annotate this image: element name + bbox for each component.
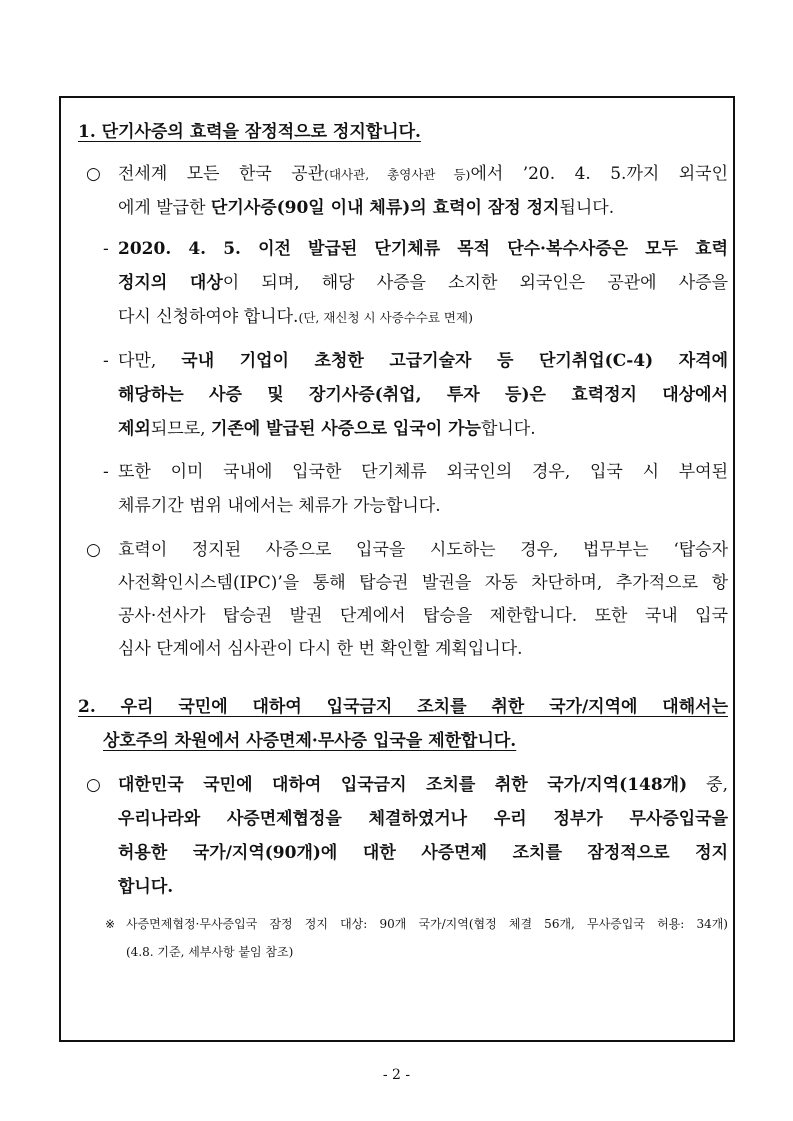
sub-3-line-1: 또한 이미 국내에 입국한 단기체류 외국인의 경우, 입국 시 부여된 <box>118 462 728 482</box>
sub-1-line-2: 정지의 대상이 되며, 해당 사증을 소지한 외국인은 공관에 사증을 <box>118 273 728 293</box>
section-2-bullet-line-4: 합니다. <box>118 877 174 897</box>
sub-1-line-3: 다시 신청하여야 합니다.(단, 재신청 시 사증수수료 면제) <box>118 307 473 327</box>
sub-1-line-1: 2020. 4. 5. 이전 발급된 단기체류 목적 단수·복수사증은 모두 효력 <box>118 239 728 259</box>
bullet-1-line-1: 전세계 모든 한국 공관(대사관, 총영사관 등)에서 ’20. 4. 5.까지 외국인 <box>118 164 728 184</box>
sub-marker: - <box>103 462 109 482</box>
section-2-bullet-line-3: 허용한 국가/지역(90개)에 대한 사증면제 조치를 잠정적으로 정지 <box>118 843 728 863</box>
bullet-2-line-3: 공사·선사가 탑승권 발권 단계에서 탑승을 제한합니다. 또한 국내 입국 <box>118 606 728 626</box>
bullet-2-line-1: 효력이 정지된 사증으로 입국을 시도하는 경우, 법무부는 ‘탑승자 <box>118 540 728 560</box>
section-2-bullet-line-2: 우리나라와 사증면제협정을 체결하였거나 우리 정부가 무사증입국을 <box>118 809 728 829</box>
note-line-2: (4.8. 기준, 세부사항 붙임 참조) <box>126 945 294 959</box>
bullet-marker: ○ <box>86 540 101 560</box>
section-1-title: 1. 단기사증의 효력을 잠정적으로 정지합니다. <box>78 122 421 142</box>
section-2-bullet-line-1: 대한민국 국민에 대하여 입국금지 조치를 취한 국가/지역(148개) 중, <box>118 775 729 795</box>
sub-2-line-3: 제외되므로, 기존에 발급된 사증으로 입국이 가능합니다. <box>118 419 536 439</box>
sub-3-line-2: 체류기간 범위 내에서는 체류가 가능합니다. <box>118 496 441 516</box>
page-number: - 2 - <box>382 1067 411 1083</box>
bullet-marker: ○ <box>86 775 101 795</box>
sub-marker: - <box>103 239 109 259</box>
bullet-2-line-4: 심사 단계에서 심사관이 다시 한 번 확인할 계획입니다. <box>118 639 523 659</box>
sub-2-line-2: 해당하는 사증 및 장기사증(취업, 투자 등)은 효력정지 대상에서 <box>118 385 728 405</box>
bullet-2-line-2: 사전확인시스템(IPC)’을 통해 탑승권 발권을 자동 차단하며, 추가적으로 항 <box>118 573 728 593</box>
bullet-marker: ○ <box>86 164 101 184</box>
section-2-title-line-2: 상호주의 차원에서 사증면제·무사증 입국을 제한합니다. <box>103 731 517 751</box>
section-2-title-line-1: 2. 우리 국민에 대하여 입국금지 조치를 취한 국가/지역에 대해서는 <box>78 697 728 717</box>
bullet-1-line-2: 에게 발급한 단기사증(90일 이내 체류)의 효력이 잠정 정지됩니다. <box>118 198 615 218</box>
sub-marker: - <box>103 351 109 371</box>
sub-2-line-1: 다만, 국내 기업이 초청한 고급기술자 등 단기취업(C-4) 자격에 <box>118 351 729 371</box>
note-line-1: 사증면제협정·무사증입국 잠정 정지 대상: 90개 국가/지역(협정 체결 56개, 무사증입국 허용: 34개) <box>126 917 728 931</box>
note-marker: ※ <box>105 917 116 931</box>
